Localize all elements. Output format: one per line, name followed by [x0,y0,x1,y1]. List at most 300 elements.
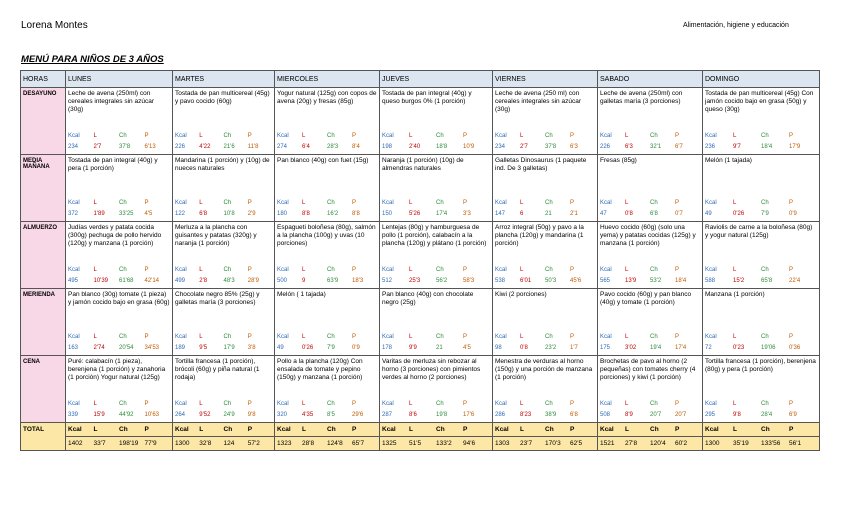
column-header-day: MARTES [173,71,275,88]
food-cell: Tostada de pan multicereal (45g) y pavo cocido (60g) [173,88,275,133]
macro-value: 33'25 [119,211,134,217]
macro-label: L [520,267,524,273]
macro-value: 9'8 [247,412,256,418]
macro-label: Ch [650,200,658,206]
total-value: 120'4 [650,440,666,447]
total-value-row [21,437,820,451]
total-macro-label: Ch [761,426,770,433]
macro-value: 226 [175,144,186,150]
total-value: 94'6 [463,440,476,447]
macro-value: 37'8 [545,144,557,150]
macro-label: Ch [223,334,232,340]
macro-label: Kcal [495,267,507,273]
macro-label: P [789,133,794,139]
page-title: MENÚ PARA NIÑOS DE 3 AÑOS [21,54,164,65]
macro-value: 17'9 [223,345,235,351]
macro-label: Ch [545,401,553,407]
food-cell: Naranja (1 porción) (10g) de almendras naturales [380,155,493,200]
macro-label: P [463,401,468,407]
macro-value: 23'2 [545,345,557,351]
food-cell: Kiwi (2 porciones) [493,289,598,334]
macro-value: 10'63 [144,412,159,418]
macro-label: Kcal [277,334,289,340]
macro-value: 0'7 [675,211,683,217]
macro-value: 24'9 [223,412,235,418]
macro-value: 45'6 [570,278,582,284]
macro-label: L [302,334,306,340]
macro-label: L [733,200,737,206]
macro-label: Kcal [68,334,80,340]
food-cell: Melón (1 tajada) [703,155,820,200]
food-cell: Tortilla francesa (1 porción), brócoli (60g) y piña natural (1 rodaja) [173,356,275,401]
macro-value: 10'39 [93,278,108,284]
meal-food-row [21,289,820,334]
macro-value: 63'9 [327,278,339,284]
total-value: 1300 [175,440,190,447]
total-value: 32'8 [199,440,212,447]
macro-label: Ch [436,133,444,139]
macro-value: 0'23 [733,345,745,351]
macro-value: 11'8 [247,144,259,150]
total-macro-label: L [199,426,204,433]
macro-label: Ch [327,334,335,340]
macro-label: Kcal [600,401,612,407]
macro-value: 6'01 [520,278,532,284]
macro-label: Kcal [68,401,80,407]
total-macro-label: Kcal [277,426,291,433]
macro-label: Kcal [68,133,80,139]
macro-value: 6'8 [570,412,578,418]
total-value: 62'5 [570,440,583,447]
macro-value-row [21,411,820,423]
macro-label: L [302,267,306,273]
macro-label: Kcal [68,200,80,206]
macro-label: L [199,133,203,139]
macro-value: 2'40 [409,144,421,150]
column-header-day: VIERNES [493,71,598,88]
macro-value: 147 [495,211,506,217]
macro-value: 21'6 [223,144,235,150]
total-value: 1300 [705,440,720,447]
macro-value: 7'9 [761,211,769,217]
total-macro-label: P [570,426,575,433]
macro-label: P [352,133,357,139]
total-macro-label: L [93,426,98,433]
total-value: 60'2 [675,440,688,447]
macro-value: 5'26 [409,211,421,217]
food-cell: Tostada de pan integral (40g) y queso burgos 0% (1 porción) [380,88,493,133]
macro-value: 47 [600,211,607,217]
macro-value: 8'6 [409,412,417,418]
total-macro-label: Ch [650,426,659,433]
total-value: 33'7 [93,440,106,447]
macro-label: L [302,401,306,407]
macro-label: L [93,334,97,340]
macro-value: 0'9 [352,345,360,351]
macro-label: L [733,401,737,407]
macro-label: L [733,267,737,273]
macro-label-row [21,333,820,344]
macro-value: 21 [545,211,552,217]
food-cell: Espagueti boloñesa (80g), salmón a la plancha (100g) y uvas (10 porciones) [275,222,380,267]
macro-label: Ch [436,267,444,273]
food-cell: Pollo a la plancha (120g) Con ensalada de tomate y pepino (150g) y manzana (1 porción) [275,356,380,401]
total-value: 133'56 [761,440,781,447]
macro-value: 16'2 [327,211,339,217]
macro-label: Ch [436,334,444,340]
macro-value: 287 [382,412,393,418]
macro-value: 18'4 [761,144,773,150]
food-cell: Manzana (1 porción) [703,289,820,334]
macro-value: 163 [68,345,79,351]
macro-label: P [144,200,149,206]
macro-value: 2'1 [570,211,578,217]
macro-label: P [144,334,149,340]
meal-name: MERIENDA [21,289,66,356]
total-macro-label: Ch [119,426,128,433]
macro-label: Ch [761,200,769,206]
macro-value: 0'8 [625,211,633,217]
macro-value: 508 [600,412,611,418]
macro-label: Kcal [277,401,289,407]
macro-label: P [247,267,252,273]
macro-label: Kcal [277,200,289,206]
macro-label: Kcal [600,334,612,340]
macro-label: L [302,133,306,139]
macro-label: Kcal [175,200,187,206]
macro-value: 226 [600,144,611,150]
macro-value: 4'5 [144,211,153,217]
macro-value: 0'26 [733,211,745,217]
macro-value: 50'3 [545,278,557,284]
macro-value: 234 [68,144,79,150]
macro-value: 4'22 [199,144,211,150]
macro-label: P [463,133,468,139]
macro-label: L [409,200,413,206]
meal-food-row [21,88,820,133]
macro-value: 1'89 [93,211,105,217]
macro-label: Ch [650,334,658,340]
food-cell: Varitas de merluza sin rebozar al horno (3 porciones) con pimientos verdes al horno (2 porciones) [380,356,493,401]
macro-label-row [21,266,820,277]
total-value: 1521 [600,440,615,447]
total-value: 35'19 [733,440,749,447]
macro-label: Ch [119,334,127,340]
food-cell: Melón ( 1 tajada) [275,289,380,334]
macro-value: 198 [382,144,393,150]
total-value: 198'19 [119,440,139,447]
macro-label: P [789,334,794,340]
macro-value: 0'8 [520,345,528,351]
macro-value: 8'4 [352,144,360,150]
food-cell: Tortilla francesa (1 porción), berenjena (80g) y pera (1 porción) [703,356,820,401]
total-value: 65'7 [352,440,365,447]
macro-value: 0'9 [789,211,797,217]
food-cell: Leche de avena (250 ml) con cereales integrales sin azúcar (30g) [493,88,598,133]
menu-table [20,70,820,451]
macro-value: 72 [705,345,712,351]
macro-label: P [144,133,149,139]
macro-label: Kcal [600,267,612,273]
macro-value: 295 [705,412,716,418]
macro-value: 10'8 [223,211,235,217]
macro-value: 9'52 [199,412,211,418]
macro-label: P [463,267,468,273]
macro-value: 22'4 [789,278,801,284]
macro-value: 6'8 [650,211,658,217]
macro-label: Kcal [68,267,80,273]
total-macro-label: P [463,426,468,433]
total-value: 124 [223,440,235,447]
macro-label: Ch [119,133,127,139]
macro-label: Kcal [495,334,507,340]
macro-label: Kcal [600,200,612,206]
total-value: 133'2 [436,440,452,447]
total-macro-label: P [675,426,680,433]
macro-label: Kcal [175,133,187,139]
macro-value: 4'35 [302,412,314,418]
macro-value: 189 [175,345,186,351]
macro-value: 178 [382,345,393,351]
macro-value: 320 [277,412,288,418]
macro-label: L [409,334,413,340]
total-macro-label: L [520,426,524,433]
meal-food-row [21,356,820,401]
meal-food-row [21,222,820,267]
macro-label: L [520,133,524,139]
macro-value-row [21,344,820,356]
total-macro-label: Kcal [600,426,614,433]
column-header-day: DOMINGO [703,71,820,88]
macro-label: P [247,334,252,340]
total-label: TOTAL [21,423,66,451]
macro-value: 8'8 [352,211,360,217]
macro-value: 499 [175,278,186,284]
macro-label: L [625,401,629,407]
total-macro-label: Kcal [382,426,396,433]
macro-label: Kcal [175,334,187,340]
macro-label: L [625,200,629,206]
macro-label: L [199,401,203,407]
column-header-day: LUNES [66,71,173,88]
macro-value: 21 [436,345,443,351]
macro-label: Ch [436,200,444,206]
column-header-hours: HORAS [21,71,66,88]
food-cell: Tostada de pan integral (40g) y pera (1 porción) [66,155,173,200]
food-cell: Brochetas de pavo al horno (2 pequeñas) con tomates cherry (4 porciones) y kiwi (1 porción) [598,356,703,401]
macro-value: 175 [600,345,611,351]
food-cell: Leche de avena (250ml) con galletas maría (3 porciones) [598,88,703,133]
macro-value: 9'5 [199,345,208,351]
macro-label: P [247,200,252,206]
macro-value: 6'8 [199,211,208,217]
macro-label: Ch [545,334,553,340]
macro-value: 3'8 [247,345,256,351]
macro-label: L [409,401,413,407]
macro-value: 2'74 [93,345,105,351]
macro-value: 19'8 [436,412,448,418]
macro-value: 2'7 [520,144,528,150]
macro-value: 17'4 [675,345,687,351]
macro-label-row [21,132,820,143]
macro-value: 17'6 [463,412,475,418]
macro-label: Ch [223,133,232,139]
macro-label: L [520,334,524,340]
macro-label: Ch [223,200,232,206]
macro-label: L [93,267,97,273]
macro-value: 10'9 [463,144,475,150]
macro-label: P [675,334,680,340]
macro-label: Kcal [175,267,187,273]
total-macro-label: P [247,426,253,433]
macro-label: Ch [650,401,658,407]
macro-value: 150 [382,211,393,217]
macro-label: L [625,334,629,340]
total-value: 1402 [68,440,83,447]
macro-label: L [409,133,413,139]
macro-value: 1'7 [570,345,578,351]
macro-value: 44'92 [119,412,134,418]
total-value: 77'9 [144,440,157,447]
macro-label: P [247,133,252,139]
macro-value: 98 [495,345,502,351]
food-cell: Lentejas (80g) y hamburguesa de pollo (1 porción), calabacín a la plancha (120g) y plátano (1 porción) [380,222,493,267]
macro-value: 15'2 [733,278,745,284]
macro-label: Kcal [495,401,507,407]
macro-value: 0'36 [789,345,801,351]
macro-label: P [675,267,680,273]
food-cell: Pan blanco (30g) tomate (1 pieza) y jamón cocido bajo en grasa (60g) [66,289,173,334]
total-macro-label: Kcal [175,426,189,433]
macro-label: Ch [119,401,127,407]
total-macro-label: P [352,426,357,433]
macro-label: Ch [650,267,658,273]
macro-value: 38'9 [545,412,557,418]
macro-label: Ch [119,200,127,206]
macro-label-row [21,199,820,210]
document-subject: Alimentación, higiene y educación [683,22,789,29]
macro-value: 372 [68,211,79,217]
macro-value: 6 [520,211,524,217]
total-macro-label: Kcal [495,426,509,433]
food-cell: Tostada de pan multicereal (45g) Con jamón cocido bajo en grasa (50g) y queso (30g) [703,88,820,133]
macro-value-row [21,143,820,155]
macro-value: 2'8 [199,278,208,284]
meal-name: ALMUERZO [21,222,66,289]
macro-value: 17'4 [436,211,448,217]
macro-value: 18'3 [352,278,364,284]
macro-label: L [733,334,737,340]
food-cell: Galletas Dinosaurus (1 paquete ind. De 3 galletas) [493,155,598,200]
macro-label: L [199,334,203,340]
macro-value: 236 [705,144,716,150]
macro-label: P [570,267,575,273]
total-macro-label: L [302,426,306,433]
food-cell: Merluza a la plancha con guisantes y patatas (320g) y naranja (1 porción) [173,222,275,267]
macro-label: Kcal [705,401,717,407]
macro-value: 9'7 [733,144,741,150]
macro-value: 6'9 [789,412,797,418]
macro-label: P [352,200,357,206]
macro-label: L [199,200,203,206]
macro-label: L [93,200,97,206]
macro-label: Kcal [277,267,289,273]
macro-value: 180 [277,211,288,217]
macro-label: P [247,401,252,407]
total-macro-label: Ch [545,426,554,433]
macro-label: L [302,200,306,206]
macro-label: Kcal [382,401,394,407]
food-cell: Pan blanco (40g) con fuet (15g) [275,155,380,200]
macro-label: Kcal [705,133,717,139]
macro-value: 15'9 [93,412,105,418]
macro-label: Ch [650,133,658,139]
macro-value: 37'8 [119,144,131,150]
macro-value: 588 [705,278,716,284]
food-cell: Menestra de verduras al horno (150g) y una porción de manzana (1 porción) [493,356,598,401]
food-cell: Fresas (85g) [598,155,703,200]
total-value: 51'5 [409,440,422,447]
macro-label: L [93,133,97,139]
total-value: 1325 [382,440,397,447]
macro-value: 339 [68,412,79,418]
macro-label: L [625,133,629,139]
macro-label: P [352,267,357,273]
macro-value: 28'9 [247,278,259,284]
macro-value: 3'3 [463,211,471,217]
macro-value: 28'4 [761,412,773,418]
macro-value: 65'8 [761,278,773,284]
macro-value: 9'9 [409,345,417,351]
macro-label: P [352,401,357,407]
macro-value: 495 [68,278,79,284]
column-header-day: JUEVES [380,71,493,88]
macro-value: 20'54 [119,345,134,351]
macro-value: 32'1 [650,144,662,150]
macro-value: 8'23 [520,412,532,418]
macro-value: 61'68 [119,278,134,284]
macro-value: 56'2 [436,278,448,284]
macro-label: Ch [327,401,335,407]
macro-label: P [789,200,794,206]
macro-label: P [789,267,794,273]
macro-label: Ch [436,401,444,407]
macro-value: 6'3 [570,144,578,150]
macro-value: 28'3 [327,144,339,150]
author-name: Lorena Montes [21,20,88,31]
macro-value: 9'8 [733,412,741,418]
macro-label: Ch [761,133,769,139]
column-header-day: MIERCOLES [275,71,380,88]
macro-value: 17'9 [789,144,801,150]
macro-value: 8'8 [302,211,310,217]
macro-label: Kcal [495,133,507,139]
macro-value: 20'7 [650,412,662,418]
macro-value: 538 [495,278,506,284]
total-macro-label: P [789,426,794,433]
total-value: 23'7 [520,440,533,447]
total-macro-label: L [733,426,737,433]
total-macro-label: L [409,426,413,433]
macro-label: Kcal [495,200,507,206]
macro-value: 6'3 [625,144,633,150]
macro-value: 274 [277,144,288,150]
macro-label: Kcal [705,334,717,340]
macro-label: P [144,401,149,407]
total-macro-label: Ch [436,426,445,433]
macro-label: Kcal [705,267,717,273]
macro-value: 49 [705,211,712,217]
